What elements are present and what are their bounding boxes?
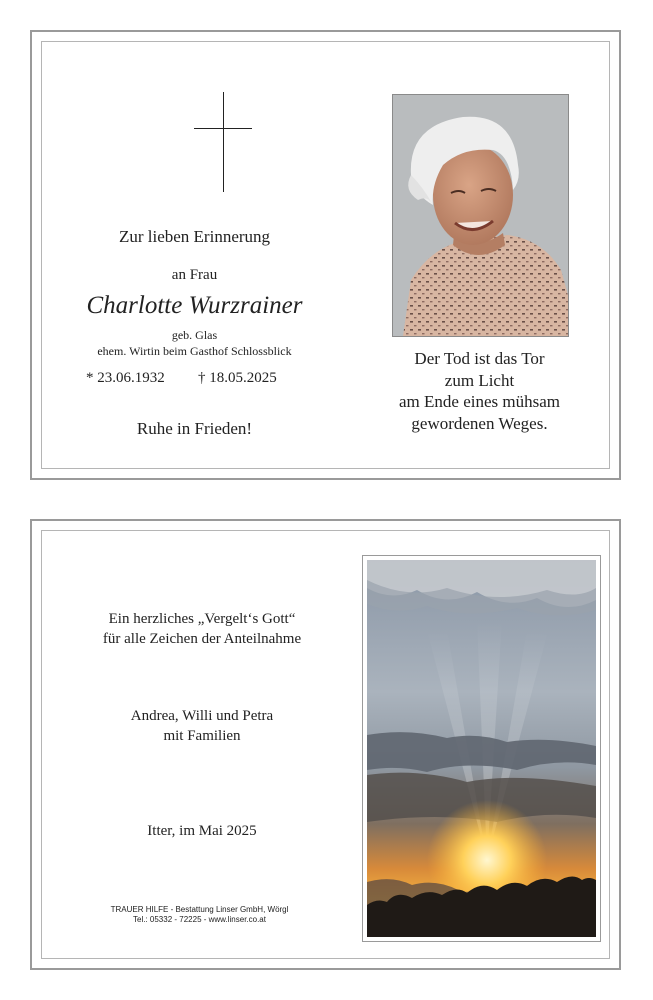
family-block — [62, 706, 342, 746]
birth-date: * 23.06.1932 — [86, 370, 165, 386]
maiden-name: geb. Glas — [171, 328, 218, 342]
thanks-block — [62, 609, 342, 649]
quote-line: zum Licht — [444, 370, 515, 390]
quote-line: Der Tod ist das Tor — [414, 349, 545, 368]
back-card-inner-border — [41, 530, 610, 959]
quote-line: gewordenen Weges. — [411, 413, 548, 433]
remembrance-text: Zur lieben Erinnerung — [118, 227, 271, 246]
quote-block — [372, 348, 587, 434]
occupation-text: ehem. Wirtin beim Gasthof Schlossblick — [97, 344, 292, 358]
deceased-name: Charlotte Wurzrainer — [86, 292, 303, 319]
thanks-line: Ein herzliches „Vergelt‘s Gott“ — [108, 611, 296, 627]
sunset-image — [367, 560, 596, 937]
sunset-photo — [362, 555, 601, 942]
thanks-line: für alle Zeichen der Anteilnahme — [102, 631, 302, 647]
place-date: Itter, im Mai 2025 — [147, 823, 257, 839]
back-card — [30, 519, 621, 970]
family-line: mit Familien — [163, 728, 241, 744]
rest-in-peace-text: Ruhe in Frieden! — [136, 419, 253, 438]
undertaker-contact: Tel.: 05332 - 72225 - www.linser.co.at — [133, 915, 266, 924]
family-line: Andrea, Willi und Petra — [130, 708, 274, 724]
front-card-inner-border — [41, 41, 610, 469]
undertaker-name: TRAUER HILFE - Bestattung Linser GmbH, Wörgl — [110, 905, 289, 914]
death-date: † 18.05.2025 — [198, 370, 277, 386]
portrait-image — [393, 95, 568, 336]
cross-icon — [194, 92, 254, 194]
quote-line: am Ende eines mühsam — [399, 392, 560, 411]
undertaker-info — [62, 905, 337, 925]
salutation-text: an Frau — [171, 267, 218, 283]
front-card — [30, 30, 621, 480]
portrait-photo — [392, 94, 569, 337]
